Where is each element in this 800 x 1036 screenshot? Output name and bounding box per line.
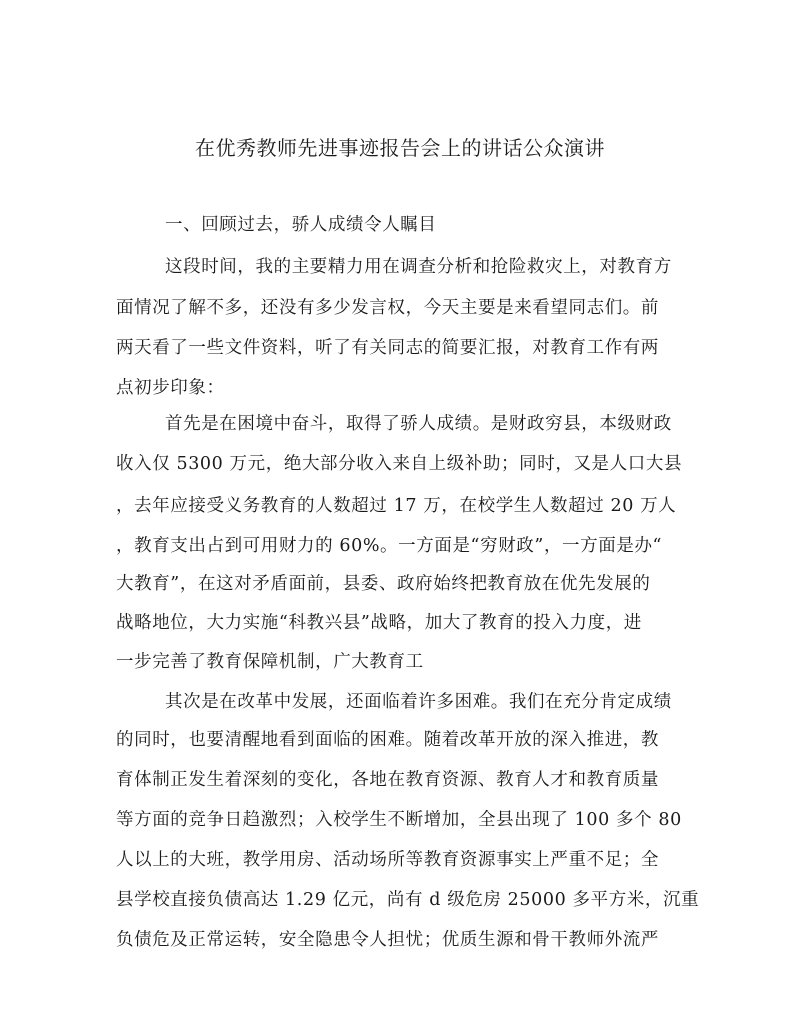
paragraph-line: ，教育支出占到可用财力的 60%。一方面是“穷财政”，一方面是办“ <box>116 536 663 556</box>
section-heading: 一、回顾过去，骄人成绩令人瞩目 <box>165 215 437 235</box>
paragraph-line: ，去年应接受义务教育的人数超过 17 万，在校学生人数超过 20 万人 <box>116 496 677 516</box>
paragraph-line: 县学校直接负债高达 1.29 亿元，尚有 d 级危房 25000 多平方米，沉重 <box>116 890 700 910</box>
paragraph-line: 这段时间，我的主要精力用在调查分析和抢险救灾上，对教育方 <box>165 257 672 277</box>
paragraph-line: 等方面的竞争日趋激烈；入校学生不断增加，全县出现了 100 多个 80 <box>116 810 682 830</box>
paragraph-line: 点初步印象： <box>116 378 225 398</box>
paragraph-line: 一步完善了教育保障机制，广大教育工 <box>116 652 424 672</box>
paragraph-line: 面情况了解不多，还没有多少发言权，今天主要是来看望同志们。前 <box>116 298 659 318</box>
paragraph-line: 大教育”，在这对矛盾面前，县委、政府始终把教育放在优先发展的 <box>116 574 651 594</box>
paragraph-line: 人以上的大班，教学用房、活动场所等教育资源事实上严重不足；全 <box>116 850 659 870</box>
paragraph-line: 收入仅 5300 万元，绝大部分收入来自上级补助；同时，又是人口大县 <box>116 454 683 474</box>
paragraph-line: 育体制正发生着深刻的变化，各地在教育资源、教育人才和教育质量 <box>116 770 659 790</box>
paragraph-line: 首先是在困境中奋斗，取得了骄人成绩。是财政穷县，本级财政 <box>165 414 672 434</box>
document-title: 在优秀教师先进事迹报告会上的讲话公众演讲 <box>195 136 605 160</box>
paragraph-line: 负债危及正常运转，安全隐患令人担忧；优质生源和骨干教师外流严 <box>116 930 659 950</box>
paragraph-line: 的同时，也要清醒地看到面临的困难。随着改革开放的深入推进，教 <box>116 730 659 750</box>
paragraph-line: 战略地位，大力实施“科教兴县”战略，加大了教育的投入力度，进 <box>116 613 642 633</box>
paragraph-line: 两天看了一些文件资料，听了有关同志的简要汇报，对教育工作有两 <box>116 338 659 358</box>
paragraph-line: 其次是在改革中发展，还面临着许多困难。我们在充分肯定成绩 <box>165 692 672 712</box>
